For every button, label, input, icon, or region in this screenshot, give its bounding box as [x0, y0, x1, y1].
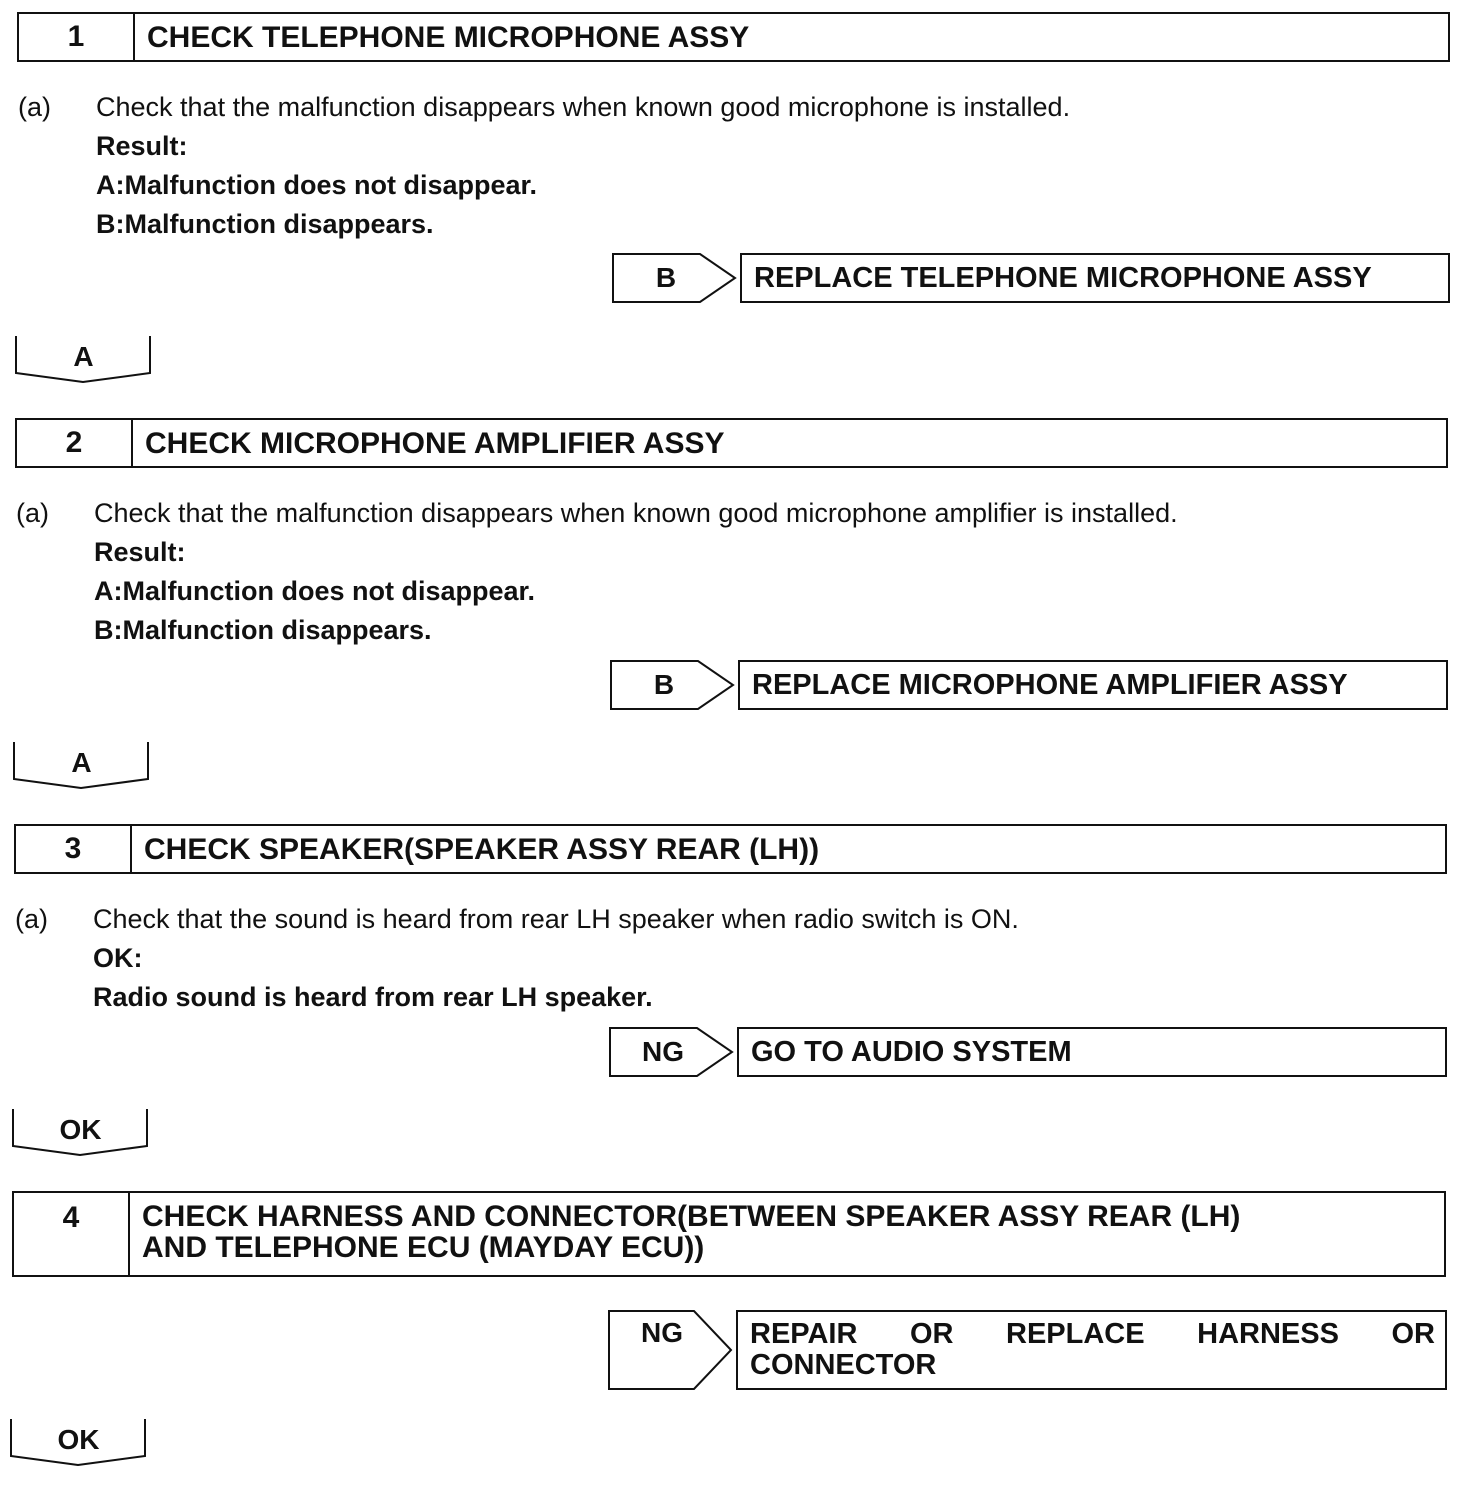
- result-a: A:Malfunction does not disappear.: [96, 170, 538, 200]
- step-3-instruction: [15, 900, 1415, 1020]
- step-3-header: [14, 824, 1447, 874]
- instruction-text: Check that the malfunction disappears when known good microphone amplifier is installed.: [94, 498, 1178, 528]
- instruction-text: Check that the sound is heard from rear LH speaker when radio switch is ON.: [93, 904, 1019, 934]
- continue-arrow: OK: [12, 1108, 149, 1156]
- step-number: 2: [17, 420, 133, 466]
- step-1-instruction: [18, 88, 1418, 248]
- continue-arrow: A: [13, 741, 150, 789]
- continue-arrow: A: [15, 335, 152, 383]
- step-title: [130, 1193, 1444, 1275]
- branch-tag-ng: NG: [608, 1310, 733, 1390]
- item-label: (a): [16, 498, 49, 528]
- result-b: B:Malfunction disappears.: [94, 615, 432, 645]
- step-title: CHECK MICROPHONE AMPLIFIER ASSY: [145, 426, 725, 460]
- action-box: GO TO AUDIO SYSTEM: [737, 1027, 1447, 1077]
- branch-tag-b: B: [610, 660, 735, 710]
- action-box: [736, 1310, 1447, 1390]
- instruction-text: Check that the malfunction disappears when known good microphone is installed.: [96, 92, 1071, 122]
- step-number: 4: [14, 1193, 130, 1275]
- step-title-line-1: CHECK HARNESS AND CONNECTOR(BETWEEN SPEAKER ASSY REAR (LH): [142, 1200, 1241, 1233]
- result-heading: OK:: [93, 943, 143, 973]
- branch-tag-b: B: [612, 253, 737, 303]
- step-2-header: [15, 418, 1448, 468]
- step-title: CHECK TELEPHONE MICROPHONE ASSY: [147, 20, 750, 54]
- item-label: (a): [18, 92, 51, 122]
- step-number: 1: [19, 14, 135, 60]
- action-line-1: REPAIR OR REPLACE HARNESS OR: [750, 1318, 1435, 1350]
- action-line-2: CONNECTOR: [750, 1349, 937, 1381]
- step-1-header: [17, 12, 1450, 62]
- continue-arrow: OK: [10, 1418, 147, 1466]
- action-box: REPLACE MICROPHONE AMPLIFIER ASSY: [738, 660, 1448, 710]
- result-a: A:Malfunction does not disappear.: [94, 576, 536, 606]
- step-2-instruction: [16, 494, 1436, 654]
- step-4-header: [12, 1191, 1446, 1277]
- step-title-line-2: AND TELEPHONE ECU (MAYDAY ECU)): [142, 1231, 705, 1264]
- branch-tag-ng: NG: [609, 1027, 734, 1077]
- step-number: 3: [16, 826, 132, 872]
- action-box: REPLACE TELEPHONE MICROPHONE ASSY: [740, 253, 1450, 303]
- result-heading: Result:: [96, 131, 188, 161]
- step-title: CHECK SPEAKER(SPEAKER ASSY REAR (LH)): [144, 832, 820, 866]
- result-heading: Result:: [94, 537, 186, 567]
- result-b: B:Malfunction disappears.: [96, 209, 434, 239]
- item-label: (a): [15, 904, 48, 934]
- result-ok: Radio sound is heard from rear LH speaker.: [93, 982, 653, 1012]
